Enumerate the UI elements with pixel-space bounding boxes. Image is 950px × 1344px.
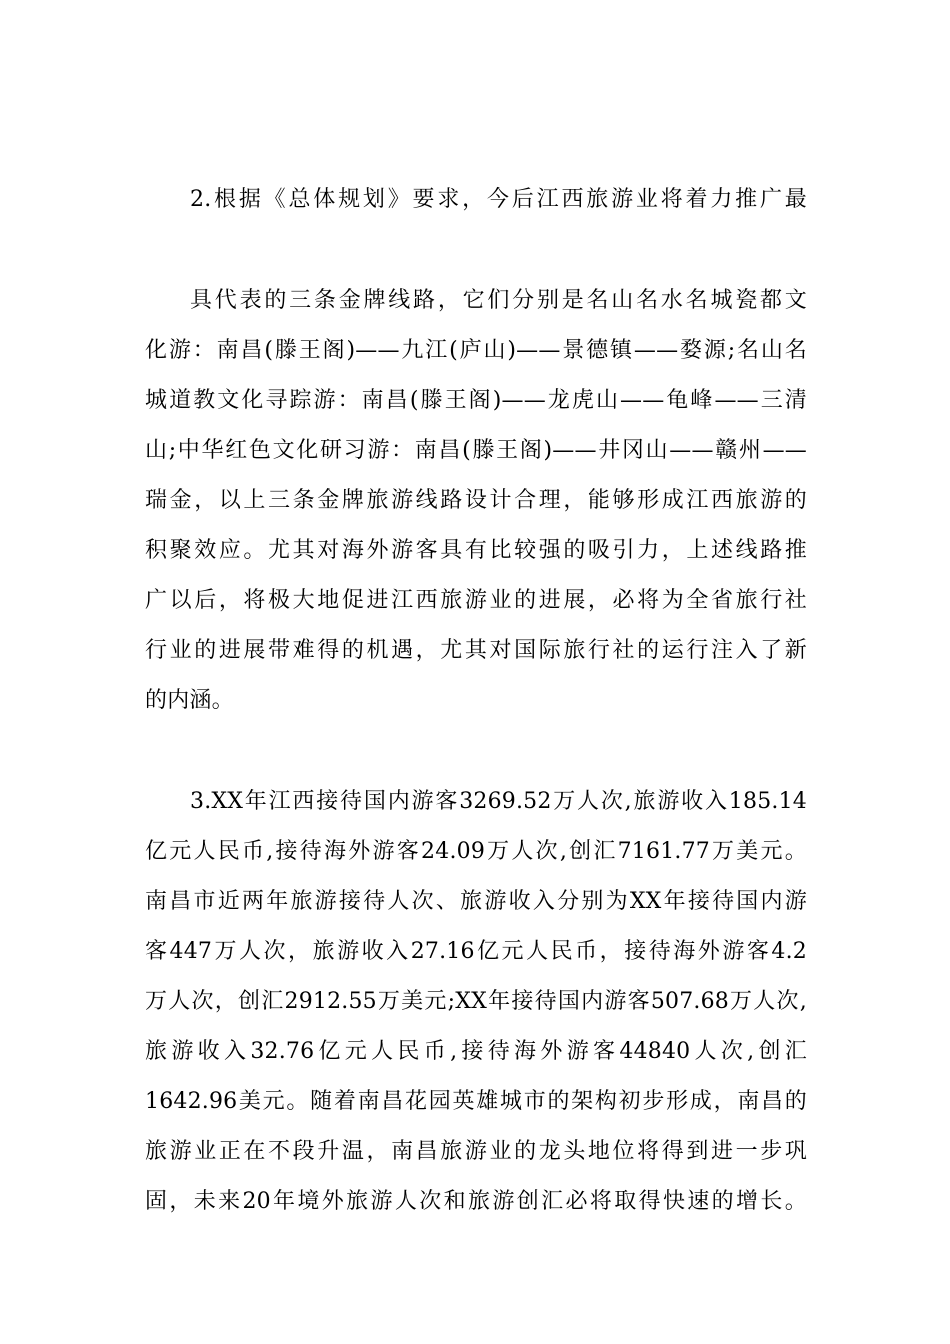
paragraph-line: 化游：南昌(滕王阁)——九江(庐山)——景德镇——婺源;名山名 xyxy=(145,338,807,363)
paragraph-line: 城道教文化寻踪游：南昌(滕王阁)——龙虎山——龟峰——三清 xyxy=(145,388,807,413)
paragraph-line: 固，未来20年境外旅游人次和旅游创汇必将取得快速的增长。 xyxy=(145,1189,807,1214)
paragraph-line: 山;中华红色文化研习游：南昌(滕王阁)——井冈山——赣州—— xyxy=(145,438,807,463)
paragraph-line: 瑞金，以上三条金牌旅游线路设计合理，能够形成江西旅游的 xyxy=(145,488,807,513)
paragraph-line: 客447万人次，旅游收入27.16亿元人民币，接待海外游客4.2 xyxy=(145,939,807,964)
paragraph-line: 旅游业正在不段升温，南昌旅游业的龙头地位将得到进一步巩 xyxy=(145,1139,807,1164)
paragraph-line: 南昌市近两年旅游接待人次、旅游收入分别为XX年接待国内游 xyxy=(145,889,807,914)
paragraph-line: 的内涵。 xyxy=(145,688,234,713)
paragraph-line: 1642.96美元。随着南昌花园英雄城市的架构初步形成，南昌的 xyxy=(145,1089,807,1114)
paragraph-line: 旅游收入32.76亿元人民币,接待海外游客44840人次,创汇 xyxy=(145,1039,807,1064)
paragraph-line: 万人次，创汇2912.55万美元;XX年接待国内游客507.68万人次, xyxy=(145,989,807,1014)
paragraph-line: 广以后，将极大地促进江西旅游业的进展，必将为全省旅行社 xyxy=(145,588,807,613)
heading-line: 2.根据《总体规划》要求，今后江西旅游业将着力推广最 xyxy=(190,187,807,212)
paragraph-line: 行业的进展带难得的机遇，尤其对国际旅行社的运行注入了新 xyxy=(145,638,807,663)
paragraph-line: 亿元人民币,接待海外游客24.09万人次,创汇7161.77万美元。 xyxy=(145,839,807,864)
paragraph-line: 3.XX年江西接待国内游客3269.52万人次,旅游收入185.14 xyxy=(190,789,807,814)
paragraph-line: 具代表的三条金牌线路，它们分别是名山名水名城瓷都文 xyxy=(190,288,807,313)
paragraph-line: 积聚效应。尤其对海外游客具有比较强的吸引力，上述线路推 xyxy=(145,538,807,563)
